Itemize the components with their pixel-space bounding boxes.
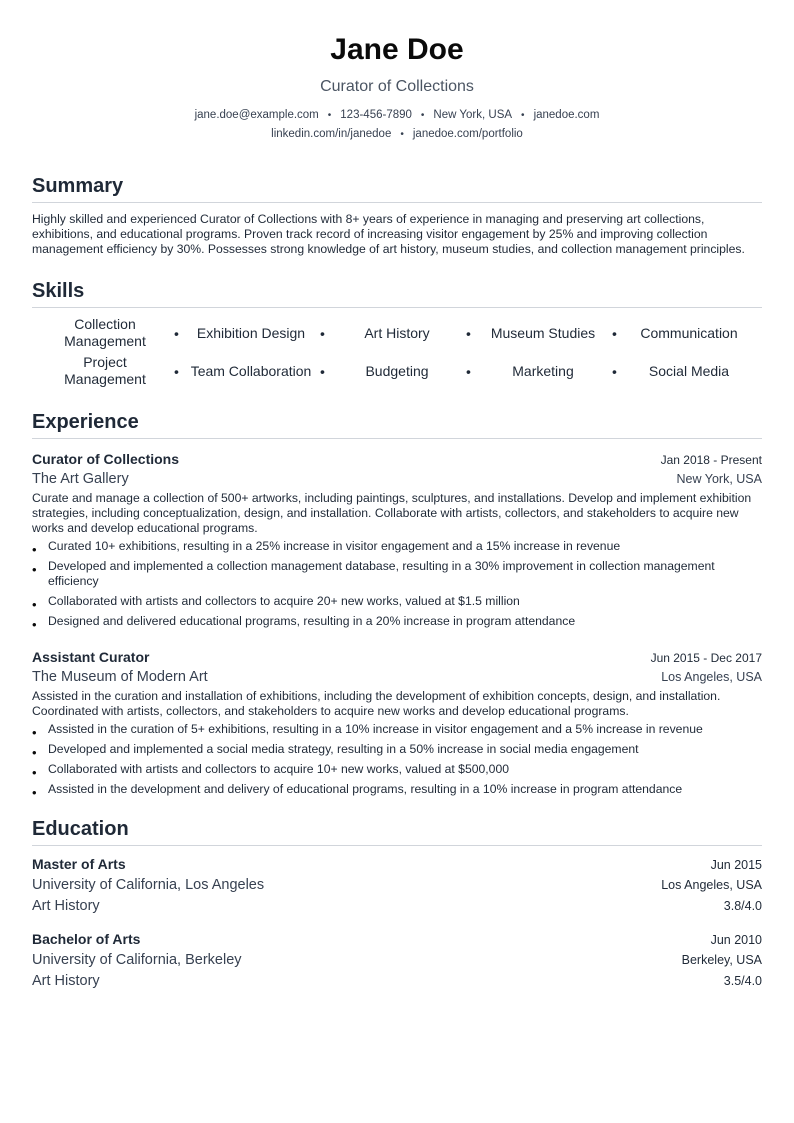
skills-section xyxy=(32,279,762,388)
job-date: Jan 2018 - Present xyxy=(660,453,762,467)
gpa: 3.8/4.0 xyxy=(723,899,762,913)
school-name: University of California, Berkeley xyxy=(32,952,242,968)
job-org-row xyxy=(32,667,762,688)
skills-heading: Skills xyxy=(32,279,762,308)
job-title: Curator of Collections xyxy=(32,451,180,467)
field-of-study: Art History xyxy=(32,898,100,914)
contact-row-2 xyxy=(32,125,762,144)
job-entry xyxy=(32,647,762,797)
education-entry xyxy=(32,929,762,992)
summary-text: Highly skilled and experienced Curator of Collections with 8+ years of experience in managing and preserving art collections, exhibitions, and educational programs. Proven track record of increasing visitor engagement by 25% and improving collection management efficiency by 30%. Possesses strong knowledge of art history, museum studies, and collection management principles. xyxy=(32,212,745,256)
candidate-name: Jane Doe xyxy=(330,33,464,66)
education-heading: Education xyxy=(32,817,762,846)
skill-item: Project Management xyxy=(64,354,146,387)
education-section xyxy=(32,817,762,992)
job-location: Los Angeles, USA xyxy=(661,670,762,684)
skill-item: • Museum Studies xyxy=(470,316,616,350)
contact-row-1 xyxy=(32,106,762,125)
separator-dot: • xyxy=(400,129,404,140)
education-field-row xyxy=(32,971,762,992)
graduation-date: Jun 2015 xyxy=(710,858,762,872)
separator-dot: • xyxy=(420,110,425,121)
contact-location: New York, USA xyxy=(433,109,513,121)
education-degree-row xyxy=(32,929,762,950)
separator-dot: • xyxy=(327,110,332,121)
achievement-item: • Designed and delivered educational programs, resulting in a 20% increase in program attendance xyxy=(32,614,762,629)
experience-heading: Experience xyxy=(32,410,762,439)
job-header-row xyxy=(32,647,762,667)
contact-portfolio[interactable]: janedoe.com/portfolio xyxy=(412,128,523,140)
skill-item: • Marketing xyxy=(470,354,616,388)
school-location: Berkeley, USA xyxy=(681,953,762,967)
job-entry xyxy=(32,449,762,629)
job-location: New York, USA xyxy=(676,472,762,486)
school-location: Los Angeles, USA xyxy=(661,878,762,892)
education-entry xyxy=(32,854,762,917)
education-school-row xyxy=(32,875,762,896)
achievement-item: • Collaborated with artists and collectors to acquire 10+ new works, valued at $500,000 xyxy=(32,762,762,777)
achievement-item: • Assisted in the development and delivery of educational programs, resulting in a 10% increase in program attendance xyxy=(32,782,762,797)
job-organization: The Art Gallery xyxy=(32,471,129,487)
summary-heading: Summary xyxy=(32,174,762,203)
skill-item: • Exhibition Design xyxy=(178,316,324,350)
job-description: Curate and manage a collection of 500+ artworks, including paintings, sculptures, and installations. Develop and implement exhibition strategies, including conceptualization, design, and installation. Collaborate with artists, collectors, and stakeholders to acquire new works and develop educational programs. xyxy=(32,491,752,535)
graduation-date: Jun 2010 xyxy=(710,933,762,947)
contact-email[interactable]: jane.doe@example.com xyxy=(194,109,319,121)
job-org-row xyxy=(32,469,762,490)
school-name: University of California, Los Angeles xyxy=(32,877,265,893)
degree-name: Bachelor of Arts xyxy=(32,931,141,947)
candidate-title: Curator of Collections xyxy=(320,78,474,95)
job-achievements xyxy=(32,539,762,629)
contact-phone[interactable]: 123-456-7890 xyxy=(340,109,412,121)
job-title: Assistant Curator xyxy=(32,649,150,665)
education-school-row xyxy=(32,950,762,971)
achievement-item: • Collaborated with artists and collectors to acquire 20+ new works, valued at $1.5 million xyxy=(32,594,762,609)
achievement-item: • Developed and implemented a collection management database, resulting in a 30% improvement in collection management efficiency xyxy=(32,559,762,589)
skill-item: • Social Media xyxy=(616,354,762,388)
achievement-item: • Curated 10+ exhibitions, resulting in a 25% increase in visitor engagement and a 15% increase in revenue xyxy=(32,539,762,554)
skill-item: • Team Collaboration xyxy=(178,354,324,388)
job-description: Assisted in the curation and installation of exhibitions, including the development of exhibition concepts, design, and installation. Coordinated with artists, collectors, and stakeholders to acquire new works and develop educational programs. xyxy=(32,689,721,718)
education-field-row xyxy=(32,896,762,917)
skill-item: Collection Management xyxy=(64,316,146,349)
skill-item: • Art History xyxy=(324,316,470,350)
achievement-item: • Assisted in the curation of 5+ exhibitions, resulting in a 10% increase in visitor engagement and a 5% increase in revenue xyxy=(32,722,762,737)
experience-section xyxy=(32,410,762,797)
contact-linkedin[interactable]: linkedin.com/in/janedoe xyxy=(271,128,392,140)
separator-dot: • xyxy=(521,110,525,121)
resume-header xyxy=(32,0,762,144)
achievement-item: • Developed and implemented a social media strategy, resulting in a 50% increase in social media engagement xyxy=(32,742,762,757)
job-organization: The Museum of Modern Art xyxy=(32,669,208,685)
job-date: Jun 2015 - Dec 2017 xyxy=(650,651,762,665)
gpa: 3.5/4.0 xyxy=(723,974,762,988)
skill-item: • Budgeting xyxy=(324,354,470,388)
contact-website[interactable]: janedoe.com xyxy=(533,109,600,121)
field-of-study: Art History xyxy=(32,973,100,989)
summary-section xyxy=(32,174,762,257)
skills-grid xyxy=(32,316,762,388)
degree-name: Master of Arts xyxy=(32,856,126,872)
skill-item: • Communication xyxy=(616,316,762,350)
job-achievements xyxy=(32,722,762,797)
job-header-row xyxy=(32,449,762,469)
education-degree-row xyxy=(32,854,762,875)
